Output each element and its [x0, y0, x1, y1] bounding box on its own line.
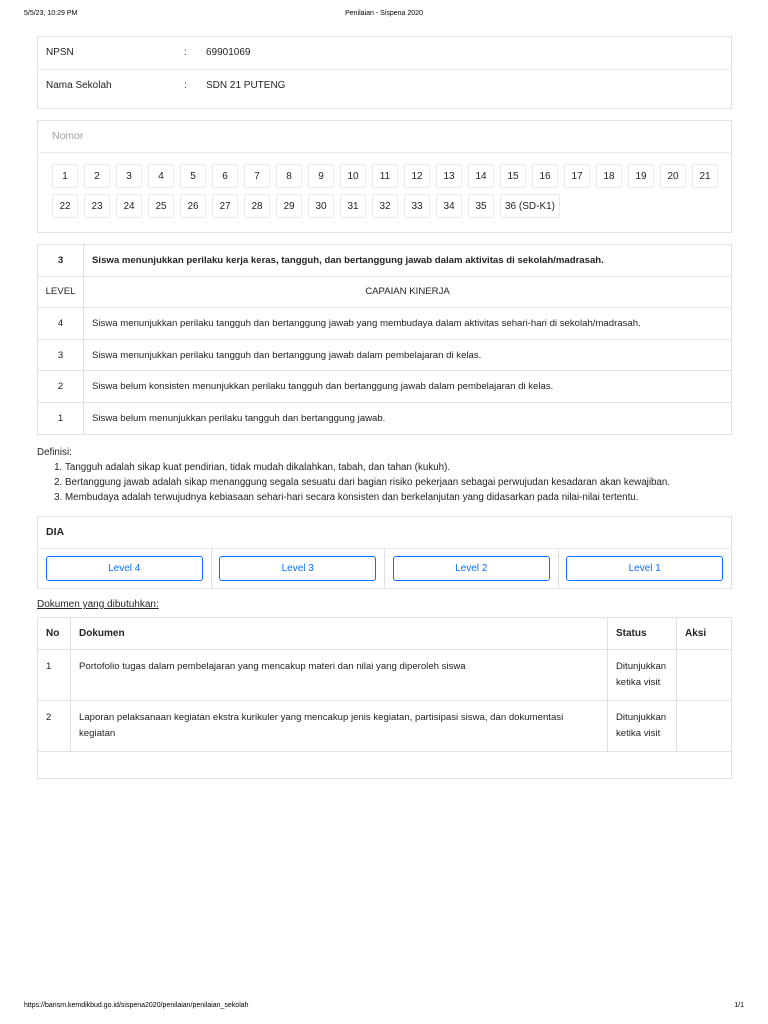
level-description: Siswa belum konsisten menunjukkan perilaku tangguh dan bertanggung jawab dalam pembelajaran di kelas. [84, 371, 732, 403]
nomor-button-26[interactable]: 26 [180, 194, 206, 218]
level-column-header: LEVEL [38, 276, 84, 308]
nomor-button-21[interactable]: 21 [692, 164, 718, 188]
print-url: https://bansm.kemdikbud.go.id/sispena2020/penilaian/penilaian_sekolah [24, 1002, 249, 1009]
nomor-button-27[interactable]: 27 [212, 194, 238, 218]
indicator-text: Siswa menunjukkan perilaku kerja keras, tangguh, dan bertanggung jawab dalam aktivitas di sekolah/madrasah. [84, 245, 732, 277]
column-header-status: Status [608, 618, 677, 650]
level-description: Siswa belum menunjukkan perilaku tangguh dan bertanggung jawab. [84, 402, 732, 434]
definisi-item: 2. Bertanggung jawab adalah sikap menanggung segala sesuatu dari bagian risiko pekerjaan sebagai perwujudan kesadaran akan kewajiban. [65, 475, 737, 490]
nomor-button-12[interactable]: 12 [404, 164, 430, 188]
nomor-button-10[interactable]: 10 [340, 164, 366, 188]
nomor-button-18[interactable]: 18 [596, 164, 622, 188]
school-name-label: Nama Sekolah [46, 80, 112, 91]
nomor-button-3[interactable]: 3 [116, 164, 142, 188]
level-number: 4 [38, 308, 84, 340]
nomor-button-19[interactable]: 19 [628, 164, 654, 188]
column-header-aksi: Aksi [677, 618, 732, 650]
row-aksi[interactable] [677, 701, 732, 752]
empty-footer-cell [38, 752, 732, 779]
npsn-value: 69901069 [206, 47, 251, 58]
print-footer [24, 1002, 744, 1014]
indicator-table [37, 244, 732, 435]
nomor-button-11[interactable]: 11 [372, 164, 398, 188]
school-info-card [37, 36, 732, 109]
dia-card [37, 516, 732, 589]
nomor-button-31[interactable]: 31 [340, 194, 366, 218]
level-number: 1 [38, 402, 84, 434]
indicator-number: 3 [38, 245, 84, 277]
level-1-button[interactable]: Level 1 [566, 556, 723, 581]
level-description: Siswa menunjukkan perilaku tangguh dan bertanggung jawab dalam pembelajaran di kelas. [84, 339, 732, 371]
level-row [38, 308, 732, 340]
dia-header: DIA [38, 517, 731, 549]
table-row [38, 650, 732, 701]
nomor-button-8[interactable]: 8 [276, 164, 302, 188]
nomor-button-22[interactable]: 22 [52, 194, 78, 218]
nomor-button-2[interactable]: 2 [84, 164, 110, 188]
nomor-button-28[interactable]: 28 [244, 194, 270, 218]
definisi-title: Definisi: [37, 447, 72, 458]
nomor-button-20[interactable]: 20 [660, 164, 686, 188]
level-row [38, 371, 732, 403]
row-status: Ditunjukkan ketika visit [608, 650, 677, 701]
table-row [38, 701, 732, 752]
print-datetime: 5/5/23, 10:29 PM [24, 10, 78, 17]
print-page-number: 1/1 [734, 1002, 744, 1009]
level-3-button[interactable]: Level 3 [219, 556, 376, 581]
nomor-header: Nomor [38, 121, 731, 153]
nomor-button-16[interactable]: 16 [532, 164, 558, 188]
level-number: 2 [38, 371, 84, 403]
level-description: Siswa menunjukkan perilaku tangguh dan bertanggung jawab yang membudaya dalam aktivitas sehari-hari di sekolah/madrasah. [84, 308, 732, 340]
level-2-button[interactable]: Level 2 [393, 556, 550, 581]
print-header [24, 10, 744, 22]
row-aksi[interactable] [677, 650, 732, 701]
npsn-row [38, 37, 731, 69]
nomor-card [37, 120, 732, 233]
dokumen-heading: Dokumen yang dibutuhkan: [37, 599, 159, 610]
school-name-colon: : [184, 80, 187, 91]
level-number: 3 [38, 339, 84, 371]
nomor-grid [52, 164, 732, 218]
definisi-list [65, 460, 737, 505]
table-footer-row [38, 752, 732, 779]
row-no: 1 [38, 650, 71, 701]
nomor-button-13[interactable]: 13 [436, 164, 462, 188]
row-dokumen: Portofolio tugas dalam pembelajaran yang mencakup materi dan nilai yang diperoleh siswa [71, 650, 608, 701]
capaian-column-header: CAPAIAN KINERJA [84, 276, 732, 308]
row-status: Ditunjukkan ketika visit [608, 701, 677, 752]
nomor-button-24[interactable]: 24 [116, 194, 142, 218]
nomor-button-17[interactable]: 17 [564, 164, 590, 188]
nomor-button-4[interactable]: 4 [148, 164, 174, 188]
level-4-button[interactable]: Level 4 [46, 556, 203, 581]
nomor-button-15[interactable]: 15 [500, 164, 526, 188]
row-no: 2 [38, 701, 71, 752]
nomor-button-7[interactable]: 7 [244, 164, 270, 188]
nomor-button-30[interactable]: 30 [308, 194, 334, 218]
definisi-item: 1. Tangguh adalah sikap kuat pendirian, tidak mudah dikalahkan, tabah, dan tahan (kukuh). [65, 460, 737, 475]
nomor-button-23[interactable]: 23 [84, 194, 110, 218]
nomor-button-5[interactable]: 5 [180, 164, 206, 188]
nomor-button-35[interactable]: 35 [468, 194, 494, 218]
level-row [38, 402, 732, 434]
school-name-row [38, 69, 731, 101]
print-title: Penilaian - Sispena 2020 [345, 10, 423, 17]
nomor-button-32[interactable]: 32 [372, 194, 398, 218]
nomor-button-29[interactable]: 29 [276, 194, 302, 218]
dokumen-header-row [38, 618, 732, 650]
nomor-button-6[interactable]: 6 [212, 164, 238, 188]
definisi-item: 3. Membudaya adalah terwujudnya kebiasaan sehari-hari secara konsisten dan berkelanjutan yang didasarkan pada nilai-nilai tertentu. [65, 490, 737, 505]
school-name-value: SDN 21 PUTENG [206, 80, 286, 91]
nomor-button-25[interactable]: 25 [148, 194, 174, 218]
indicator-header-row [38, 276, 732, 308]
column-header-no: No [38, 618, 71, 650]
dia-level-row [38, 549, 731, 588]
nomor-button-9[interactable]: 9 [308, 164, 334, 188]
row-dokumen: Laporan pelaksanaan kegiatan ekstra kurikuler yang mencakup jenis kegiatan, partisipasi siswa, dan dokumentasi kegiatan [71, 701, 608, 752]
nomor-button-34[interactable]: 34 [436, 194, 462, 218]
nomor-button-33[interactable]: 33 [404, 194, 430, 218]
npsn-label: NPSN [46, 47, 74, 58]
nomor-button-14[interactable]: 14 [468, 164, 494, 188]
column-header-dokumen: Dokumen [71, 618, 608, 650]
npsn-colon: : [184, 47, 187, 58]
level-row [38, 339, 732, 371]
definisi-section [37, 445, 737, 505]
nomor-button-1[interactable]: 1 [52, 164, 78, 188]
dokumen-table [37, 617, 732, 779]
nomor-button-36[interactable]: 36 (SD-K1) [500, 194, 560, 218]
indicator-row [38, 245, 732, 277]
